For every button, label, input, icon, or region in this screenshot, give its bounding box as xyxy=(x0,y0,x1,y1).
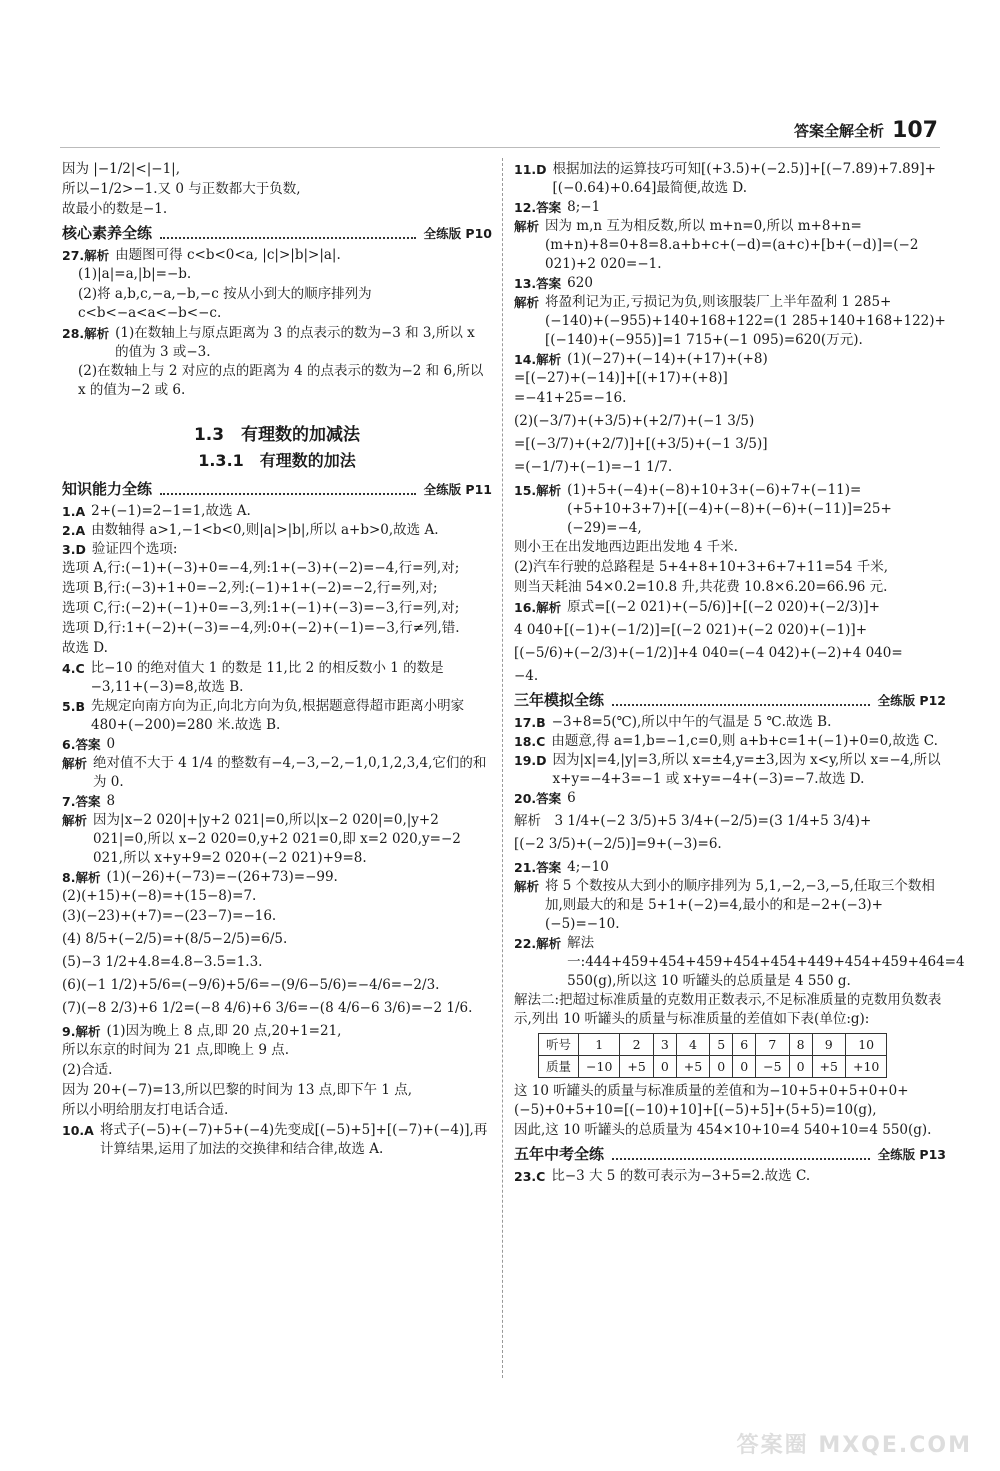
item-label: 12.答案 xyxy=(514,200,562,215)
item-text: 因为|x−2 020|+|y+2 021|=0,所以|x−2 020|=0,|y+2 021|=0,所以 x−2 020=0,y+2 021=0,即 x=2 020,y=−2 021,所以 x+y+9=2 020+(−2 021)+9=8. xyxy=(93,812,461,866)
answer-item xyxy=(62,246,492,265)
section-title: 核心素养全练 xyxy=(62,224,153,242)
item-label: 6.答案 xyxy=(62,737,101,752)
item-text: 因为|x|=4,|y|=3,所以 x=±4,y=±3,因为 x<y,所以 x=−4,所以 x+y=−4+3=−1 或 x+y=−4+(−3)=−7.故选 D. xyxy=(552,752,941,787)
formula-line: 4 040+[(−1)+(−1/2)]=[(−2 021)+(−2 020)+(−1)]+ xyxy=(514,622,868,638)
section-leader xyxy=(160,484,416,495)
item-text: 将盈利记为正,亏损记为负,则该服装厂上半年盈利 1 285+(−140)+(−955)+140+168+122=(1 285+140+168+122)+[(−140)+(−955)]=1 715+(−1 095)=620(万元). xyxy=(545,294,946,348)
section-title: 三年模拟全练 xyxy=(514,691,605,709)
item-label: 19.D xyxy=(514,753,547,768)
item-text: 比−3 大 5 的数可表示为−3+5=2.故选 C. xyxy=(551,1168,811,1184)
answer-item xyxy=(514,481,946,538)
answer-item xyxy=(62,735,492,754)
item-text: 原式=[(−2 021)+(−5/6)]+[(−2 020)+(−2/3)]+ xyxy=(567,599,880,615)
mass-difference-table xyxy=(538,1033,887,1078)
answer-item xyxy=(514,789,946,808)
item-text: 4;−10 xyxy=(567,859,609,875)
item-text: 因为 m,n 互为相反数,所以 m+n=0,所以 m+8+n=(m+n)+8=0+8=8.a+b+c+(−d)=(a+c)+[b+(−d)]=(−2 021)+2 020=−1. xyxy=(545,218,919,272)
column-divider xyxy=(502,158,503,1378)
text-line: 选项 D,行:1+(−2)+(−3)=−4,列:0+(−2)+(−1)=−3,行≠列,错. xyxy=(62,620,460,636)
text-line: 因此,这 10 听罐头的总质量为 454×10+10=4 540+10=4 550(g). xyxy=(514,1122,932,1138)
answer-item xyxy=(514,877,946,934)
item-label: 解析 xyxy=(514,295,540,310)
table-cell: 9 xyxy=(812,1034,845,1056)
section-title: 五年中考全练 xyxy=(514,1145,605,1163)
formula-line: (5)−3 1/2+4.8=4.8−3.5=1.3. xyxy=(62,954,263,970)
header-title: 答案全解全析 xyxy=(794,122,885,140)
answer-item xyxy=(62,1121,492,1159)
answer-item xyxy=(514,713,946,732)
item-label: 23.C xyxy=(514,1169,546,1184)
item-label: 5.B xyxy=(62,699,85,714)
item-label: 16.解析 xyxy=(514,600,562,615)
item-text: 由数轴得 a>1,−1<b<0,则|a|>|b|,所以 a+b>0,故选 A. xyxy=(91,522,439,538)
item-text: 将 5 个数按从大到小的顺序排列为 5,1,−2,−3,−5,任取三个数相加,则最大的和是 5+1+(−2)=4,最小的和是−2+(−3)+(−5)=−10. xyxy=(545,878,935,932)
text-line: −4. xyxy=(514,668,539,684)
text-line: 所以−1/2>−1.又 0 与正数都大于负数, xyxy=(62,181,301,197)
section-page-ref: 全练版 P13 xyxy=(877,1147,946,1162)
item-text: 8 xyxy=(106,793,116,809)
item-label: 解析 xyxy=(62,813,88,828)
answer-item xyxy=(62,792,492,811)
formula-line: [(−2 3/5)+(−2/5)]=9+(−3)=6. xyxy=(514,836,722,852)
answer-item xyxy=(514,217,946,274)
answer-item xyxy=(514,751,946,789)
item-text: 8;−1 xyxy=(567,199,601,215)
table-cell: −5 xyxy=(756,1056,789,1078)
table-cell: 质量 xyxy=(539,1056,579,1078)
item-label: 2.A xyxy=(62,523,86,538)
answer-item xyxy=(514,732,946,751)
item-label: 3.D xyxy=(62,542,86,557)
answer-item xyxy=(62,324,492,362)
answer-item xyxy=(62,521,492,540)
text-line: 这 10 听罐头的质量与标准质量的差值和为−10+5+0+5+0+0+(−5)+0+5+10=[(−10)+10]+[(−5)+5]+(5+5)=10(g), xyxy=(514,1083,909,1118)
section-title: 知识能力全练 xyxy=(62,480,153,498)
text-line: (2)将 a,b,c,−a,−b,−c 按从小到大的顺序排列为 c<b<−a<a<−b<−c. xyxy=(78,286,372,321)
answer-item xyxy=(62,754,492,792)
formula-line: (4) 8/5+(−2/5)=+(8/5−2/5)=6/5. xyxy=(62,931,288,947)
table-cell: 0 xyxy=(710,1056,733,1078)
text-line: 解法二:把超过标准质量的克数用正数表示,不足标准质量的克数用负数表示,列出 10 听罐头的质量与标准质量的差值如下表(单位:g): xyxy=(514,992,942,1027)
text-line: (1)|a|=a,|b|=−b. xyxy=(78,266,192,282)
table-cell: 0 xyxy=(653,1056,676,1078)
text-line: 故最小的数是−1. xyxy=(62,201,168,217)
item-text: 绝对值不大于 4 1/4 的整数有−4,−3,−2,−1,0,1,2,3,4,它们的和为 0. xyxy=(93,755,487,790)
answer-item xyxy=(514,934,965,991)
item-label: 10.A xyxy=(62,1123,94,1138)
formula-line: 解析 3 1/4+(−2 3/5)+5 3/4+(−2/5)=(3 1/4+5 3/4)+ xyxy=(514,813,872,829)
table-cell: 6 xyxy=(733,1034,756,1056)
section-leader xyxy=(612,1149,870,1160)
formula-line: (6)(−1 1/2)+5/6=(−9/6)+5/6=−(9/6−5/6)=−4/6=−2/3. xyxy=(62,977,440,993)
section-header xyxy=(514,1145,946,1164)
section-header xyxy=(62,480,492,499)
item-label: 4.C xyxy=(62,661,85,676)
item-label: 1.A xyxy=(62,504,86,519)
text-line: (2)汽车行驶的总路程是 5+4+8+10+3+6+7+11=54 千米, xyxy=(514,559,889,575)
answer-item xyxy=(514,350,946,369)
text-line: 则当天耗油 54×0.2=10.8 升,共花费 10.8×6.20=66.96 元. xyxy=(514,579,888,595)
table-cell: 7 xyxy=(756,1034,789,1056)
right-column xyxy=(514,160,965,1186)
answer-item xyxy=(514,1167,946,1186)
item-label: 22.解析 xyxy=(514,936,562,951)
text-line: 选项 C,行:(−2)+(−1)+0=−3,列:1+(−1)+(−3)=−3,行=列,对; xyxy=(62,600,460,616)
item-label: 解析 xyxy=(514,219,540,234)
answer-item xyxy=(514,858,946,877)
item-text: 620 xyxy=(567,275,593,291)
table-cell: 10 xyxy=(845,1034,886,1056)
answer-item xyxy=(514,198,946,217)
item-text: (1)(−26)+(−73)=−(26+73)=−99. xyxy=(106,869,338,885)
text-line: (2)在数轴上与 2 对应的点的距离为 4 的点表示的数为−2 和 6,所以 x 的值为−2 或 6. xyxy=(78,363,484,398)
answer-item xyxy=(62,868,492,887)
text-line: 则小王在出发地西边距出发地 4 千米. xyxy=(514,539,738,555)
item-text: (1)+5+(−4)+(−8)+10+3+(−6)+7+(−11)=(+5+10+3+7)+[(−4)+(−8)+(−6)+(−11)]=25+(−29)=−4, xyxy=(567,482,892,536)
table-cell: 5 xyxy=(710,1034,733,1056)
text-line: =−41+25=−16. xyxy=(514,390,627,406)
item-label: 11.D xyxy=(514,162,547,177)
answer-item xyxy=(62,811,492,868)
answer-item xyxy=(62,502,492,521)
table-cell: 4 xyxy=(676,1034,709,1056)
item-text: −3+8=5(℃),所以中午的气温是 5 ℃.故选 B. xyxy=(551,714,832,730)
formula-line: =(−1/7)+(−1)=−1 1/7. xyxy=(514,459,673,475)
table-cell: 0 xyxy=(789,1056,812,1078)
chapter-title: 1.3 有理数的加减法 xyxy=(193,425,361,445)
table-cell: +5 xyxy=(620,1056,653,1078)
page-number: 107 xyxy=(892,118,938,143)
table-cell: −10 xyxy=(579,1056,620,1078)
item-label: 18.C xyxy=(514,734,546,749)
text-line: 因为 |−1/2|<|−1|, xyxy=(62,161,181,177)
item-text: 6 xyxy=(567,790,576,806)
item-text: 解法一:444+459+454+459+454+454+449+454+459+464=4 550(g),所以这 10 听罐头的总质量是 4 550 g. xyxy=(567,935,965,989)
item-label: 解析 xyxy=(514,879,540,894)
section-page-ref: 全练版 P10 xyxy=(423,226,492,241)
formula-line: =[(−3/7)+(+2/7)]+[(+3/5)+(−1 3/5)] xyxy=(514,436,768,452)
table-cell: +5 xyxy=(812,1056,845,1078)
subchapter-title: 1.3.1 有理数的加法 xyxy=(198,451,356,470)
table-row xyxy=(539,1034,887,1056)
table-cell: 3 xyxy=(653,1034,676,1056)
section-page-ref: 全练版 P12 xyxy=(877,693,946,708)
answer-item xyxy=(62,697,492,735)
item-text: (1)在数轴上与原点距离为 3 的点表示的数为−3 和 3,所以 x 的值为 3 或−3. xyxy=(115,325,475,360)
answer-item xyxy=(514,598,946,617)
table-cell: 1 xyxy=(579,1034,620,1056)
item-label: 14.解析 xyxy=(514,352,562,367)
item-text: 将式子(−5)+(−7)+5+(−4)先变成[(−5)+5]+[(−7)+(−4)],再计算结果,运用了加法的交换律和结合律,故选 A. xyxy=(99,1122,488,1157)
item-text: 由题意,得 a=1,b=−1,c=0,则 a+b+c=1+(−1)+0=0,故选 C. xyxy=(551,733,938,749)
table-cell: +5 xyxy=(676,1056,709,1078)
text-line: 因为 20+(−7)=13,所以巴黎的时间为 13 点,即下午 1 点, xyxy=(62,1082,413,1098)
item-text: 根据加法的运算技巧可知[(+3.5)+(−2.5)]+[(−7.89)+7.89]+[(−0.64)+0.64]最简便,故选 D. xyxy=(552,161,936,196)
answer-item xyxy=(514,293,946,350)
item-text: 0 xyxy=(106,736,116,752)
section-leader xyxy=(612,695,870,706)
text-line: 所以东京的时间为 21 点,即晚上 9 点. xyxy=(62,1042,290,1058)
text-line: (2)合适. xyxy=(62,1062,113,1078)
text-line: 选项 A,行:(−1)+(−3)+0=−4,列:1+(−3)+(−2)=−4,行=列,对; xyxy=(62,560,460,576)
header-rule xyxy=(60,147,940,148)
text-line: 所以小明给朋友打电话合适. xyxy=(62,1102,229,1118)
section-page-ref: 全练版 P11 xyxy=(423,482,492,497)
text-line: =[(−27)+(−14)]+[(+17)+(+8)] xyxy=(514,370,728,386)
table-cell: 听号 xyxy=(539,1034,579,1056)
item-text: 比−10 的绝对值大 1 的数是 11,比 2 的相反数小 1 的数是−3,11+(−3)=8,故选 B. xyxy=(90,660,444,695)
watermark: 答案圈 MXQE.COM xyxy=(736,1433,972,1458)
text-line: 故选 D. xyxy=(62,640,108,656)
item-label: 解析 xyxy=(62,756,88,771)
item-label: 13.答案 xyxy=(514,276,562,291)
answer-item xyxy=(62,540,492,559)
table-cell: 0 xyxy=(733,1056,756,1078)
answer-item xyxy=(62,659,492,697)
item-label: 8.解析 xyxy=(62,870,101,885)
item-text: (1)(−27)+(−14)+(+17)+(+8) xyxy=(567,351,768,367)
answer-item xyxy=(514,160,946,198)
section-header xyxy=(514,691,946,710)
item-text: 2+(−1)=2−1=1,故选 A. xyxy=(91,503,251,519)
item-text: 由题图可得 c<b<0<a, |c|>|b|>|a|. xyxy=(115,247,341,263)
answer-item xyxy=(62,1022,492,1041)
item-label: 9.解析 xyxy=(62,1024,101,1039)
section-header xyxy=(62,224,492,243)
text-line: 选项 B,行:(−3)+1+0=−2,列:(−1)+1+(−2)=−2,行=列,对; xyxy=(62,580,438,596)
item-label: 7.答案 xyxy=(62,794,101,809)
item-label: 28.解析 xyxy=(62,326,110,341)
table-row xyxy=(539,1056,887,1078)
formula-line: [(−5/6)+(−2/3)+(−1/2)]+4 040=(−4 042)+(−2)+4 040= xyxy=(514,645,903,661)
item-label: 17.B xyxy=(514,715,546,730)
item-text: (1)因为晚上 8 点,即 20 点,20+1=21, xyxy=(106,1023,342,1039)
formula-line: (7)(−8 2/3)+6 1/2=(−8 4/6)+6 3/6=−(8 4/6−6 3/6)=−2 1/6. xyxy=(62,1000,473,1016)
answer-item xyxy=(514,274,946,293)
table-cell: 8 xyxy=(789,1034,812,1056)
item-text: 验证四个选项: xyxy=(91,541,178,557)
text-line: (3)(−23)+(+7)=−(23−7)=−16. xyxy=(62,908,277,924)
left-column xyxy=(62,160,492,1159)
item-text: 先规定向南方向为正,向北方向为负,根据题意得超市距离小明家 480+(−200)=280 米.故选 B. xyxy=(90,698,465,733)
page-header xyxy=(794,118,938,143)
item-label: 27.解析 xyxy=(62,248,110,263)
formula-line: (2)(−3/7)+(+3/5)+(+2/7)+(−1 3/5) xyxy=(514,413,755,429)
table-cell: 2 xyxy=(620,1034,653,1056)
table-cell: +10 xyxy=(845,1056,886,1078)
item-label: 20.答案 xyxy=(514,791,562,806)
text-line: (2)(+15)+(−8)=+(15−8)=7. xyxy=(62,888,257,904)
item-label: 15.解析 xyxy=(514,483,562,498)
section-leader xyxy=(160,228,416,239)
item-label: 21.答案 xyxy=(514,860,562,875)
